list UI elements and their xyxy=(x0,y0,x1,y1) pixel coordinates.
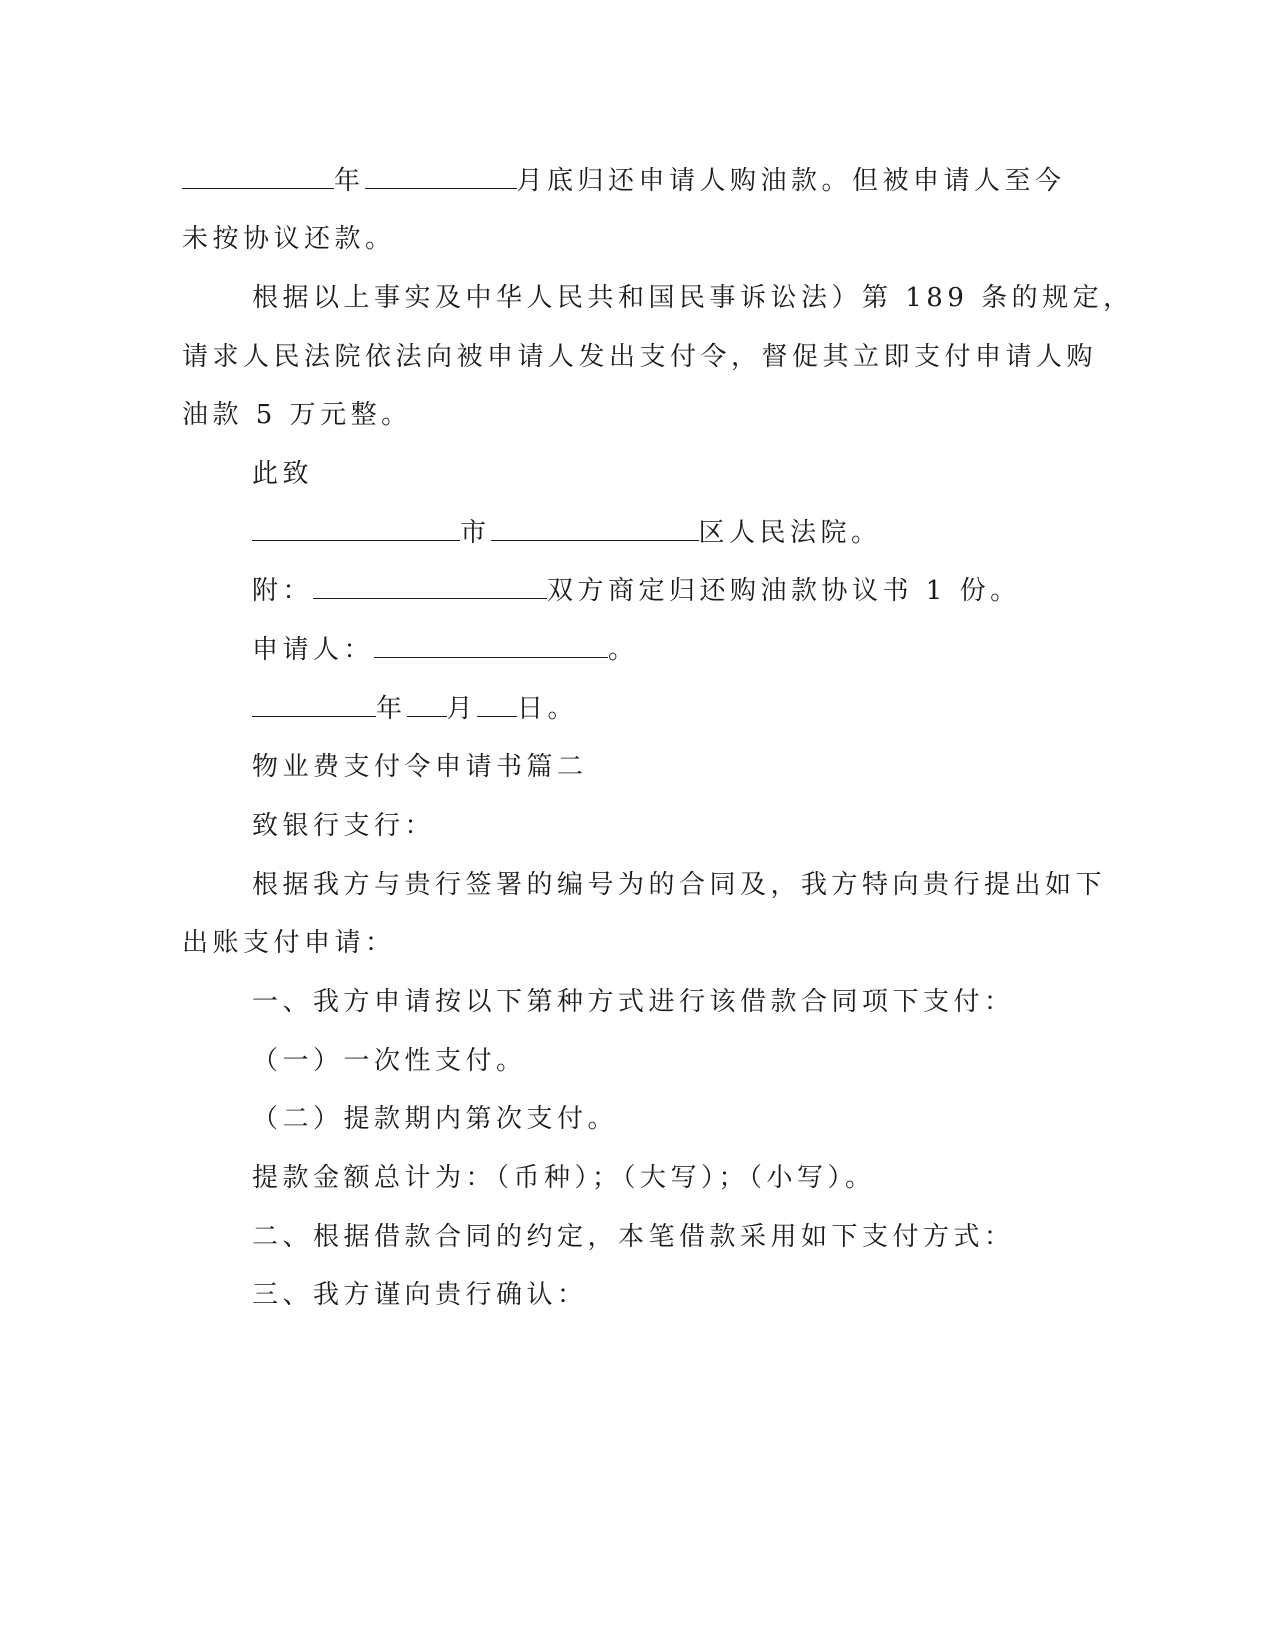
paragraph-line: 油款 5 万元整。 xyxy=(182,400,412,430)
paragraph-line xyxy=(182,164,1066,198)
list-item: 二、根据借款合同的约定，本笔借款采用如下支付方式： xyxy=(252,1222,1015,1252)
paragraph-line: 请求人民法院依法向被申请人发出支付令，督促其立即支付申请人购 xyxy=(182,342,1098,372)
list-item: 一、我方申请按以下第种方式进行该借款合同项下支付： xyxy=(252,987,1015,1017)
paragraph-line: 未按协议还款。 xyxy=(182,224,396,254)
paragraph-line: 出账支付申请： xyxy=(182,928,396,958)
text-segment: 双方商定归还购油款协议书 1 份。 xyxy=(547,576,1021,606)
list-item: （二）提款期内第次支付。 xyxy=(252,1104,619,1134)
text-segment: 申请人： xyxy=(252,635,375,665)
text-segment: 月底归还申请人购油款。但被申请人至今 xyxy=(516,166,1066,196)
day-blank xyxy=(477,694,517,717)
city-blank xyxy=(252,518,460,541)
list-item: （一）一次性支付。 xyxy=(252,1046,527,1076)
attachment-blank xyxy=(313,576,547,599)
district-blank xyxy=(491,518,699,541)
attachment-line xyxy=(252,574,1021,608)
paragraph-line: 根据我方与贵行签署的编号为的合同及，我方特向贵行提出如下 xyxy=(252,870,1107,900)
year-blank xyxy=(252,694,376,717)
salutation: 此致 xyxy=(252,459,314,489)
applicant-blank xyxy=(374,635,608,658)
text-segment: 月 xyxy=(446,694,478,724)
date-line xyxy=(252,692,578,726)
text-segment: 区人民法院。 xyxy=(698,518,882,548)
text-segment: 年 xyxy=(334,166,365,196)
applicant-line xyxy=(252,633,639,667)
text-segment: 市 xyxy=(460,518,491,548)
text-segment: 附： xyxy=(252,576,314,606)
addressee: 致银行支行： xyxy=(252,811,436,841)
text-segment: 年 xyxy=(376,694,407,724)
paragraph-line: 根据以上事实及中华人民共和国民事诉讼法）第 189 条的规定， xyxy=(252,283,1134,313)
section-heading: 物业费支付令申请书篇二 xyxy=(252,752,588,782)
text-segment: 日。 xyxy=(517,694,579,724)
year-blank xyxy=(182,166,334,189)
paragraph-line: 提款金额总计为：（币种）；（大写）；（小写）。 xyxy=(252,1163,876,1193)
court-line xyxy=(252,516,882,550)
month-blank xyxy=(407,694,447,717)
text-segment: 。 xyxy=(608,635,639,665)
list-item: 三、我方谨向贵行确认： xyxy=(252,1280,588,1310)
month-blank xyxy=(365,166,517,189)
